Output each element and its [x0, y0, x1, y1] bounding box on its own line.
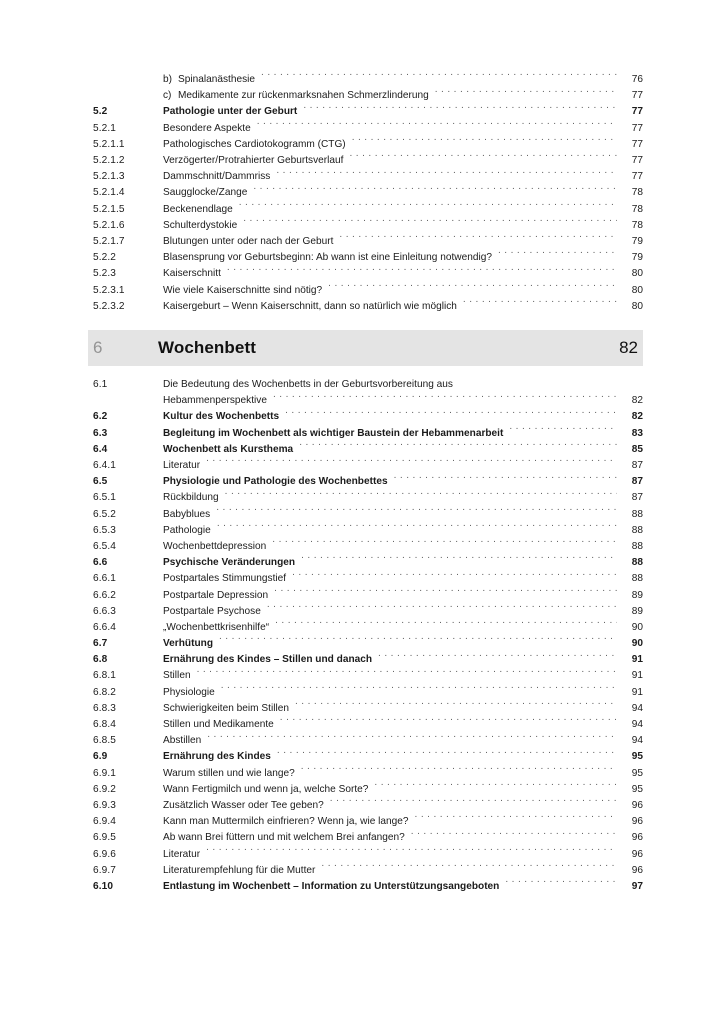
toc-entry-label: Psychische Veränderungen — [163, 557, 296, 569]
toc-entry[interactable] — [93, 571, 643, 587]
toc-dot-leader — [285, 409, 617, 419]
toc-dot-leader — [505, 879, 617, 889]
chapter-title: Wochenbett — [158, 338, 256, 357]
toc-entry-body — [163, 539, 643, 555]
toc-dot-leader — [216, 507, 617, 517]
toc-entry[interactable] — [93, 879, 643, 895]
toc-entry[interactable] — [93, 685, 643, 701]
toc-entry-label: Wann Fertigmilch und wenn ja, welche Sorte? — [163, 783, 369, 795]
toc-entry-page: 96 — [631, 832, 643, 844]
toc-entry-page: 88 — [631, 557, 643, 569]
toc-entry[interactable] — [93, 458, 643, 474]
toc-entry[interactable] — [93, 442, 643, 458]
toc-dot-leader — [273, 393, 617, 403]
toc-entry[interactable] — [93, 555, 643, 571]
toc-entry[interactable] — [93, 169, 643, 185]
toc-entry-label: Entlastung im Wochenbett – Information zu Unterstützungsangeboten — [163, 880, 500, 892]
toc-entry-number: 6.5.4 — [93, 540, 116, 552]
toc-entry-number: 6.5 — [93, 476, 108, 488]
toc-entry-page: 78 — [631, 203, 643, 215]
toc-dot-leader — [239, 202, 617, 212]
toc-entry-body — [163, 202, 643, 218]
toc-entry-body — [163, 121, 643, 137]
toc-entry-body — [163, 587, 643, 603]
toc-entry-page: 78 — [631, 187, 643, 199]
toc-entry-number: 6.5.1 — [93, 492, 116, 504]
toc-entry-label: Postpartales Stimmungstief — [163, 573, 287, 585]
toc-entry-number: 5.2.1 — [93, 122, 116, 134]
toc-entry-page: 77 — [631, 106, 643, 118]
toc-entry-number: 6.9.2 — [93, 783, 116, 795]
toc-entry-label: Hebammenperspektive — [163, 395, 267, 407]
toc-entry-page: 97 — [631, 880, 643, 892]
toc-entry-page: 95 — [631, 751, 643, 763]
toc-entry-number: 6.6.2 — [93, 589, 116, 601]
toc-entry[interactable] — [93, 393, 643, 409]
toc-entry-number: 6.7 — [93, 638, 108, 650]
toc-entry-label: Verhütung — [163, 638, 213, 650]
toc-entry-page: 88 — [631, 524, 643, 536]
toc-dot-leader — [225, 490, 617, 500]
toc-entry-page: 87 — [631, 460, 643, 472]
toc-entry[interactable] — [93, 539, 643, 555]
toc-entry-body — [163, 234, 643, 250]
toc-entry-page: 94 — [631, 719, 643, 731]
toc-entry-number: 5.2.1.3 — [93, 171, 125, 183]
toc-entry[interactable] — [93, 250, 643, 266]
toc-entry-number: 6.8.3 — [93, 702, 116, 714]
toc-entry[interactable] — [93, 88, 643, 104]
toc-entry-number: 5.2.1.1 — [93, 138, 125, 150]
toc-entry-label: Kultur des Wochenbetts — [163, 411, 280, 423]
toc-entry[interactable] — [93, 185, 643, 201]
toc-entry-body — [163, 523, 643, 539]
toc-dot-leader — [415, 814, 617, 824]
toc-entry[interactable] — [93, 652, 643, 668]
toc-entry-number: 6.6.4 — [93, 621, 116, 633]
toc-entry-page: 78 — [631, 219, 643, 231]
toc-entry-label: Kaisergeburt – Wenn Kaiserschnitt, dann so natürlich wie möglich — [163, 300, 457, 312]
toc-entry-label: Postpartale Depression — [163, 589, 269, 601]
toc-entry-page: 94 — [631, 735, 643, 747]
toc-entry-page: 90 — [631, 621, 643, 633]
toc-entry-body — [163, 620, 643, 636]
toc-entry[interactable] — [93, 798, 643, 814]
toc-entry-page: 82 — [631, 395, 643, 407]
toc-entry-number: 6.10 — [93, 880, 114, 892]
toc-entry-body — [163, 442, 643, 458]
toc-dot-leader — [257, 121, 617, 131]
toc-entry-label: Physiologie — [163, 686, 215, 698]
toc-entry-page: 94 — [631, 702, 643, 714]
toc-entry-number: 5.2.1.2 — [93, 155, 125, 167]
toc-entry[interactable] — [93, 426, 643, 442]
toc-entry-body — [163, 218, 643, 234]
toc-entry-number: 6.5.2 — [93, 508, 116, 520]
toc-entry-label: Pathologie — [163, 524, 211, 536]
toc-entry-number: 6.3 — [93, 427, 108, 439]
toc-entry-number: 6.9.3 — [93, 799, 116, 811]
toc-entry-letter: c) — [163, 90, 172, 102]
toc-entry-page: 96 — [631, 848, 643, 860]
toc-entry-label: Saugglocke/Zange — [163, 187, 248, 199]
toc-entry-number: 5.2 — [93, 106, 108, 118]
toc-dot-leader — [206, 458, 617, 468]
toc-entry-number: 6.8.4 — [93, 719, 116, 731]
toc-entry-label: Zusätzlich Wasser oder Tee geben? — [163, 799, 324, 811]
toc-entry-body — [163, 571, 643, 587]
toc-entry-body — [163, 153, 643, 169]
toc-entry-number: 6.6.1 — [93, 573, 116, 585]
toc-entry-body — [163, 282, 643, 298]
toc-entry[interactable] — [93, 620, 643, 636]
toc-entry-number: 5.2.1.7 — [93, 235, 125, 247]
toc-dot-leader — [227, 266, 617, 276]
toc-entry[interactable] — [93, 490, 643, 506]
toc-entry-body — [163, 490, 643, 506]
toc-entry-body — [163, 185, 643, 201]
toc-entry-page: 90 — [631, 638, 643, 650]
toc-dot-leader — [328, 282, 617, 292]
toc-entry[interactable] — [93, 72, 643, 88]
toc-entry-number: 6.9 — [93, 751, 108, 763]
toc-entry-number: 6.8.5 — [93, 735, 116, 747]
toc-entry-number: 6.8.1 — [93, 670, 116, 682]
toc-entry-body — [163, 299, 643, 315]
toc-entry-page: 88 — [631, 573, 643, 585]
toc-entry-label: Ernährung des Kindes – Stillen und danach — [163, 654, 373, 666]
toc-entry-label: Babyblues — [163, 508, 211, 520]
toc-dot-leader — [394, 474, 617, 484]
toc-entry-body — [163, 668, 643, 684]
toc-entry-number: 6.6.3 — [93, 605, 116, 617]
toc-entry[interactable] — [93, 863, 643, 879]
toc-entry[interactable] — [93, 733, 643, 749]
toc-entry-body — [163, 717, 643, 733]
toc-entry-number: 6.9.5 — [93, 832, 116, 844]
toc-entry-body — [163, 409, 643, 425]
toc-entry-page: 80 — [631, 284, 643, 296]
toc-entry-page: 85 — [631, 443, 643, 455]
toc-dot-leader — [498, 250, 617, 260]
toc-entry-number: 5.2.1.6 — [93, 219, 125, 231]
toc-entry-body — [163, 749, 643, 765]
toc-entry-page: 96 — [631, 816, 643, 828]
toc-entry-body — [163, 555, 643, 571]
toc-dot-leader — [253, 185, 617, 195]
toc-dot-leader — [330, 798, 617, 808]
toc-dot-leader — [219, 636, 617, 646]
toc-entry-label: Begleitung im Wochenbett als wichtiger Baustein der Hebammenarbeit — [163, 427, 504, 439]
toc-entry[interactable] — [93, 266, 643, 282]
toc-entry-page: 80 — [631, 300, 643, 312]
toc-section-lower — [93, 377, 643, 895]
toc-entry-page: 88 — [631, 508, 643, 520]
toc-entry-body — [163, 169, 643, 185]
toc-entry-page: 77 — [631, 122, 643, 134]
toc-dot-leader — [276, 169, 617, 179]
toc-entry-body — [163, 458, 643, 474]
toc-dot-leader — [303, 104, 617, 114]
toc-entry-label: „Wochenbettkrisenhilfe“ — [163, 621, 270, 633]
toc-entry-body — [163, 814, 643, 830]
toc-entry-page: 77 — [631, 90, 643, 102]
toc-entry[interactable] — [93, 137, 643, 153]
toc-entry-label: Beckenendlage — [163, 203, 233, 215]
toc-entry-page: 91 — [631, 654, 643, 666]
toc-entry-label: c) Medikamente zur rückenmarksnahen Schmerzlinderung — [163, 88, 429, 104]
toc-entry-page: 89 — [631, 605, 643, 617]
toc-entry-label: Wie viele Kaiserschnitte sind nötig? — [163, 284, 323, 296]
toc-entry-label: Verzögerter/Protrahierter Geburtsverlauf — [163, 155, 344, 167]
toc-entry[interactable] — [93, 749, 643, 765]
toc-dot-leader — [339, 234, 617, 244]
chapter-page-number: 82 — [619, 338, 638, 357]
toc-entry[interactable] — [93, 766, 643, 782]
toc-entry-body — [163, 393, 643, 409]
toc-entry-page: 87 — [631, 492, 643, 504]
toc-entry-body — [163, 701, 643, 717]
toc-entry-page: 96 — [631, 799, 643, 811]
toc-entry-label: Kann man Muttermilch einfrieren? Wenn ja, wie lange? — [163, 816, 409, 828]
toc-entry-label: Literaturempfehlung für die Mutter — [163, 864, 316, 876]
toc-entry-label: Dammschnitt/Dammriss — [163, 171, 271, 183]
toc-dot-leader — [463, 299, 617, 309]
toc-entry-body — [163, 685, 643, 701]
toc-dot-leader — [221, 685, 617, 695]
toc-entry[interactable] — [93, 717, 643, 733]
toc-entry-label: Wochenbettdepression — [163, 540, 267, 552]
toc-entry[interactable] — [93, 701, 643, 717]
toc-entry-body — [163, 250, 643, 266]
toc-dot-leader — [277, 749, 617, 759]
toc-entry-number: 6.1 — [93, 379, 108, 391]
toc-entry-number: 5.2.3.1 — [93, 284, 125, 296]
toc-entry-body — [163, 137, 643, 153]
toc-entry-number: 6.2 — [93, 411, 108, 423]
toc-dot-leader — [295, 701, 617, 711]
toc-entry-label: Physiologie und Pathologie des Wochenbettes — [163, 476, 388, 488]
toc-entry-number: 6.8 — [93, 654, 108, 666]
toc-section-upper — [93, 72, 643, 315]
toc-entry[interactable] — [93, 604, 643, 620]
toc-dot-leader — [301, 766, 617, 776]
toc-entry-body — [163, 426, 643, 442]
toc-entry-label: Kaiserschnitt — [163, 268, 221, 280]
toc-entry-label: Postpartale Psychose — [163, 605, 261, 617]
toc-entry-number: 5.2.1.5 — [93, 203, 125, 215]
toc-entry-label: Blutungen unter oder nach der Geburt — [163, 235, 334, 247]
toc-entry[interactable] — [93, 234, 643, 250]
toc-entry-body — [163, 652, 643, 668]
toc-entry-page: 79 — [631, 252, 643, 264]
toc-entry-label: Pathologisches Cardiotokogramm (CTG) — [163, 138, 346, 150]
toc-entry-page: 83 — [631, 427, 643, 439]
toc-dot-leader — [275, 620, 617, 630]
toc-entry-label: Schwierigkeiten beim Stillen — [163, 702, 289, 714]
toc-entry-number: 5.2.2 — [93, 252, 116, 264]
toc-entry[interactable] — [93, 202, 643, 218]
toc-entry[interactable] — [93, 282, 643, 298]
toc-entry-label: b) Spinalanästhesie — [163, 72, 255, 88]
toc-entry-number: 6.4 — [93, 443, 108, 455]
toc-dot-leader — [267, 604, 617, 614]
toc-entry[interactable] — [93, 814, 643, 830]
toc-entry-number: 5.2.3 — [93, 268, 116, 280]
toc-entry-number: 6.9.4 — [93, 816, 116, 828]
toc-entry-page: 80 — [631, 268, 643, 280]
toc-entry-number: 6.8.2 — [93, 686, 116, 698]
toc-dot-leader — [207, 733, 617, 743]
toc-entry[interactable] — [93, 782, 643, 798]
toc-entry-label: Rückbildung — [163, 492, 219, 504]
toc-entry[interactable] — [93, 104, 643, 120]
chapter-heading-band — [88, 330, 643, 366]
toc-entry[interactable] — [93, 218, 643, 234]
toc-entry-number: 6.9.6 — [93, 848, 116, 860]
toc-entry-label: Literatur — [163, 848, 201, 860]
toc-entry-label: Stillen und Medikamente — [163, 719, 274, 731]
toc-entry[interactable] — [93, 299, 643, 315]
toc-dot-leader — [301, 555, 617, 565]
toc-dot-leader — [435, 88, 617, 98]
toc-entry[interactable] — [93, 523, 643, 539]
toc-entry-body — [163, 863, 643, 879]
toc-dot-leader — [509, 426, 617, 436]
toc-dot-leader — [411, 830, 617, 840]
toc-entry-label: Pathologie unter der Geburt — [163, 106, 298, 118]
toc-entry-label: Besondere Aspekte — [163, 122, 251, 134]
toc-entry-number: 6.5.3 — [93, 524, 116, 536]
toc-entry-body — [163, 798, 643, 814]
toc-entry-body — [163, 88, 643, 104]
toc-entry[interactable] — [93, 507, 643, 523]
toc-entry-page: 87 — [631, 476, 643, 488]
toc-entry-label: Schulterdystokie — [163, 219, 238, 231]
toc-entry[interactable] — [93, 409, 643, 425]
toc-entry-label: Ab wann Brei füttern und mit welchem Brei anfangen? — [163, 832, 405, 844]
toc-entry-label: Abstillen — [163, 735, 202, 747]
toc-entry-page: 82 — [631, 411, 643, 423]
toc-dot-leader — [206, 846, 617, 856]
toc-entry-number: 6.4.1 — [93, 460, 116, 472]
toc-entry[interactable] — [93, 830, 643, 846]
toc-entry-body — [163, 377, 643, 393]
toc-entry-page: 77 — [631, 138, 643, 150]
toc-dot-leader — [243, 218, 617, 228]
toc-dot-leader — [292, 571, 617, 581]
toc-entry[interactable] — [93, 121, 643, 137]
toc-entry[interactable] — [93, 846, 643, 862]
toc-entry-label: Wochenbett als Kursthema — [163, 443, 294, 455]
toc-dot-leader — [321, 863, 617, 873]
toc-entry-label: Warum stillen und wie lange? — [163, 767, 295, 779]
toc-entry-body — [163, 782, 643, 798]
toc-entry-body — [163, 474, 643, 490]
toc-entry-page: 96 — [631, 864, 643, 876]
toc-entry[interactable] — [93, 587, 643, 603]
toc-dot-leader — [299, 442, 617, 452]
toc-entry-page: 76 — [631, 74, 643, 86]
toc-entry-label: Literatur — [163, 460, 201, 472]
toc-entry-letter: b) — [163, 74, 172, 86]
toc-entry-body — [163, 636, 643, 652]
toc-entry-body — [163, 846, 643, 862]
toc-entry-page: 88 — [631, 540, 643, 552]
toc-dot-leader — [272, 539, 617, 549]
toc-entry[interactable] — [93, 474, 643, 490]
toc-dot-leader — [217, 523, 617, 533]
toc-entry-body — [163, 830, 643, 846]
toc-entry-label: Die Bedeutung des Wochenbetts in der Geburtsvorbereitung aus — [163, 379, 453, 391]
toc-entry-page: 79 — [631, 235, 643, 247]
toc-entry-page: 89 — [631, 589, 643, 601]
toc-entry[interactable] — [93, 153, 643, 169]
toc-entry-page: 91 — [631, 686, 643, 698]
toc-entry-body — [163, 72, 643, 88]
toc-entry-page: 91 — [631, 670, 643, 682]
toc-entry-label: Ernährung des Kindes — [163, 751, 271, 763]
toc-entry-number: 5.2.1.4 — [93, 187, 125, 199]
toc-entry-page: 95 — [631, 783, 643, 795]
toc-entry-page: 95 — [631, 767, 643, 779]
toc-dot-leader — [280, 717, 617, 727]
toc-dot-leader — [352, 137, 617, 147]
toc-entry-label: Stillen — [163, 670, 191, 682]
toc-dot-leader — [374, 782, 617, 792]
toc-entry-body — [163, 104, 643, 120]
toc-entry-label: Blasensprung vor Geburtsbeginn: Ab wann ist eine Einleitung notwendig? — [163, 252, 492, 264]
toc-dot-leader — [197, 668, 617, 678]
toc-entry[interactable] — [93, 636, 643, 652]
toc-dot-leader — [261, 72, 617, 82]
toc-entry-number: 6.9.1 — [93, 767, 116, 779]
toc-entry-number: 6.6 — [93, 557, 108, 569]
toc-entry-number: 5.2.3.2 — [93, 300, 125, 312]
toc-entry-body — [163, 507, 643, 523]
toc-entry-page: 77 — [631, 155, 643, 167]
toc-entry-body — [163, 266, 643, 282]
chapter-number: 6 — [93, 338, 103, 357]
toc-entry[interactable] — [93, 668, 643, 684]
toc-entry-body — [163, 879, 643, 895]
toc-entry[interactable] — [93, 377, 643, 393]
toc-entry-page: 77 — [631, 171, 643, 183]
toc-dot-leader — [350, 153, 618, 163]
toc-dot-leader — [274, 587, 617, 597]
toc-entry-body — [163, 604, 643, 620]
toc-entry-body — [163, 733, 643, 749]
toc-dot-leader — [378, 652, 617, 662]
toc-entry-body — [163, 766, 643, 782]
toc-entry-number: 6.9.7 — [93, 864, 116, 876]
